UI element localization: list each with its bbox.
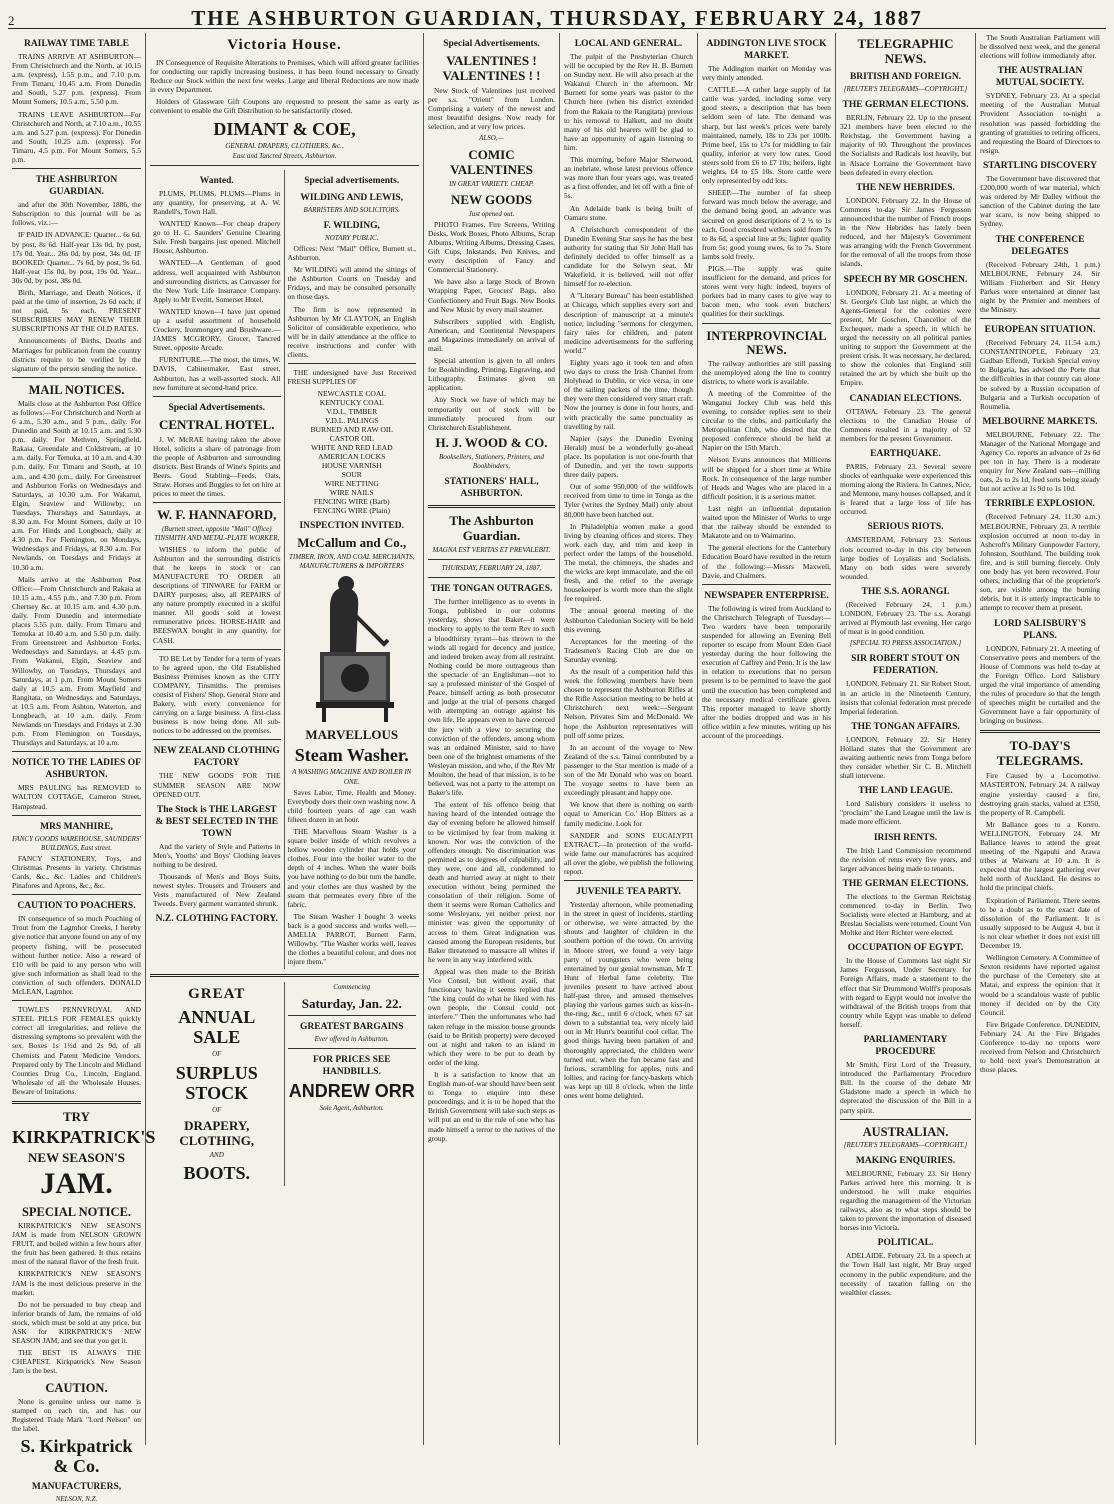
- manhire-text: FANCY STATIONERY, Toys, and Christmas Presents in variety. Christmas Cards, &c., &c. Ladies and Children's Pinafores and Aprons, &c., &c.: [12, 853, 141, 891]
- central-hotel-title: CENTRAL HOTEL.: [158, 416, 275, 432]
- telegram-item: Expiration of Parliament. There seems to be a doubt as to the exact date of dissolution of the Parliament. It is usually supposed to be August 4, but it is not clear whether it does not exist till December 19.: [980, 895, 1100, 951]
- tongan-affairs-text: LONDON, February 22. Sir Henry Holland states that the Government are awaiting authentic news from Tonga before they consider whether Sir C. B. Mitchell shall intervene.: [840, 734, 971, 781]
- salisbury-text: LONDON, February 21. A meeting of Conservative peers and members of the House of Commons was held to-day at the Foreign Office. Lord Salisbury urged the vital importance of amending the rules of procedure so that the length of speeches might be curtailed and the Government have a fair opportunity of bringing on business.: [980, 643, 1100, 726]
- also-label: ALSO,—: [479, 134, 504, 143]
- telegram-item: Wellington Cemetery. A Committee of Sexton residents have reported against the purchase of the Cemetery site at Matai, and express the opinion that it would be a scandalous waste of public money if decided on by the City Council.: [980, 953, 1100, 1017]
- wanted-gentleman: WANTED—A Gentleman of good address, well acquainted with Ashburton and surrounding districts, as Canvasser for the New York Life Insurance Company. Apply to Mr Everitt, Somerset Hotel.: [153, 258, 281, 304]
- stout-kicker: [SPECIAL TO PRESS ASSOCIATION.]: [849, 639, 962, 648]
- wilding-role: NOTARY PUBLIC.: [325, 233, 379, 242]
- list-item: KENTUCKY COAL: [319, 398, 384, 408]
- annual-sale-label: ANNUAL SALE: [178, 1007, 256, 1048]
- comic-valentines-sub: IN GREAT VARIETY. CHEAP.: [449, 179, 534, 188]
- mutual-text: SYDNEY, February 23. At a special meeting of the Australian Mutual Provident Association to-night a resolution was passed forbidding the granting of gratuities to retiring officers, and requesting the Board of Directors to resign.: [980, 91, 1100, 155]
- column-3: [424, 33, 560, 1445]
- local-item: This morning, before Major Sherwood, an inebriate, whose latest previous offence was more than four years ago, was treated as a first offender, and let off with a fine of 5s.: [564, 155, 693, 201]
- special-notice-2: KIRKPATRICK'S NEW SEASON'S JAM is the most delicious preserve in the market.: [12, 1269, 141, 1297]
- poachers-heading: CAUTION TO POACHERS.: [17, 901, 136, 912]
- wilding-sub: BARRISTERS AND SOLICITORS.: [303, 205, 400, 214]
- goschen-heading: SPEECH BY MR GOSCHEN.: [843, 274, 968, 285]
- australian-heading: AUSTRALIAN.: [862, 1124, 949, 1139]
- telegram-item: Mr Ballance goes to a Korero. WELLINGTON, February 24. Mr Ballance leaves to attend the great meeting of the Ngapuhi and Arawa tribes at Waiwaru at 10 a.m. It is expected that the largest gathering ever held north of Auckland. He desires to hold the principal chiefs.: [980, 819, 1100, 893]
- manhire-sub: FANCY GOODS WAREHOUSE, SAUNDERS' BUILDINGS, East street.: [12, 834, 141, 852]
- manhire-heading: MRS MANHIRE,: [40, 821, 113, 832]
- german-elections-text: BERLIN, February 22. Up to the present 321 members have been elected to the Reichstag, the Government having a majority of 60. Throughout the provinces the Socialists and Radicals lost heavily, but in Alsace Lorraine the Government have been defeated in every election.: [840, 113, 971, 177]
- tongan-outrages-heading: THE TONGAN OUTRAGES.: [430, 584, 553, 595]
- new-goods-text-4: Special attention is given to all orders for Bookbinding, Printing, Engraving, and Lithography. Estimates given on application.: [428, 356, 555, 393]
- poachers-text: IN consequence of so much Poaching of Trout from the Lagmhor Creeks, I hereby give notice that anyone found on any of my property fishing, will be prosecuted without further notice. Also a reward of £10 will be paid to any person who will give such information as shall lead to the conviction of such offenders. DONALD McLEAN, Lagmhor.: [12, 914, 141, 996]
- stock-market-text: The Addington market on Monday was very thinly attended.: [702, 64, 831, 83]
- column-2-bottom: [150, 982, 419, 1185]
- list-item: FENCING WIRE (Plain): [313, 506, 391, 516]
- enquiries-text: MELBOURNE, February 23. Sir Henry Parkes arrived here this morning. It is understood he will make enquiries regarding the management of the Victorian railways, also as to what steps should be taken to prevent the importation of diseased horses into Victoria.: [840, 1168, 971, 1233]
- local-item: A "Literary Bureau" has been established at Chicago, which supplies every sort and description of manuscript at a minute's notice, including "sermons for clergymen, fairy tales for children, and patent medicine advertisements for the suffering world.": [564, 291, 693, 355]
- wilding-name: F. WILDING,: [323, 220, 380, 231]
- towle-text: TOWLE'S PENNYROYAL AND STEEL PILLS FOR FEMALES quickly correct all irregularities, and relieve the distressing symptoms so prevalent with the sex. Boxes 1s 1½d and 2s 9d, of all Chemists and Patent Medicine Vendors. Prepared only by The Lincoln and Midland Counties Drug Co., Lincoln, England. Wholesale of all the Wholesale Houses. Beware of Imitations.: [12, 1005, 141, 1096]
- sa-parliament-text: The South Australian Parliament will be dissolved next week, and the general elections will follow immediately after.: [980, 33, 1100, 61]
- list-item: FENCING WIRE (Barb): [313, 497, 390, 507]
- valentines-title: VALENTINES ! VALENTINES ! !: [442, 53, 541, 83]
- of-label: OF: [212, 1050, 222, 1059]
- parliamentary-heading: PARLIAMENTARY PROCEDURE: [863, 1035, 948, 1058]
- list-item: NEWCASTLE COAL: [317, 389, 387, 399]
- aorangi-heading: THE S.S. AORANGI.: [861, 586, 950, 597]
- steam-washer-text-2: THE Marvellous Steam Washer is a square boiler inside of which revolves a hollow wooden cylinder that holds your clothes. Four into the boiler water to the depth of 4 inches. When the water boils you have nothing to do but turn the handle, and your clothes are thus washed by the steam that permeates every fibre of the fabric.: [287, 827, 416, 909]
- wanted-plums: PLUMS, PLUMS, PLUMS—Plums in any quantity, for preserving, at A. W. Randell's, Town Hall.: [153, 188, 281, 216]
- mail-arrive: Mails arrive at the Ashburton Post Office:—From Christchurch and Rakaia at 10.15 a.m., 4.55 p.m., and 7.30 p.m. From Chertsey &c. at 10.15 a.m. and 4.30 p.m. daily. From Dunedin and intermediate places 5.55 p.m. daily. From Timaru and Temuka at 10.40 a.m. and 5.50 p.m. daily. From Greenstreet and Ashburton Forks, Wednesdays and Saturdays, at 4.45 p.m. From Wakanui, Elgin, Seaview and Willowby, on Tuesdays, Thursdays and Saturdays, at 1 p.m. From Mount Somers daily at 10.5 a.m. From Mayfield and Rangitata, on Wednesdays and Saturdays, at 10.5 a.m. From Ashton, Waterton, and Longbeach, at 10 a.m. daily. From Newlands on Tuesdays and Fridays at 2.30 p.m. From Flemington on Tuesdays, Thursdays and Saturdays, at 10 a.m.: [12, 574, 141, 748]
- telegram-item: Fire Brigade Conference. DUNEDIN, February 24. At the Fire Brigades Conference to-day no reports were received from Nelson and Christchurch to hold next year's Demonstration at those places.: [980, 1019, 1100, 1075]
- wilding-text-2: The firm is now represented in Ashburton by Mr CLAYTON, an English Solicitor of considerable experience, who will be in daily attendance at the office to receive instructions and confer with clients.: [287, 304, 416, 359]
- new-hebrides-heading: THE NEW HEBRIDES.: [856, 182, 955, 193]
- telegraphic-kicker: [REUTER'S TELEGRAMS—COPYRIGHT.]: [843, 85, 968, 93]
- furniture-ad: FURNITURE.—The most, the times, W. DAVIS, Cabinetmaker, East street, Ashburton, has a well-assorted stock. All new furniture at second-hand price.: [153, 355, 281, 392]
- railway-heading: RAILWAY TIME TABLE: [23, 39, 130, 49]
- hj-wood-address: STATIONERS' HALL, ASHBURTON.: [444, 477, 539, 499]
- caution-heading: CAUTION.: [45, 1380, 108, 1395]
- andrew-orr: ANDREW ORR: [288, 1080, 415, 1101]
- drapery-label: DRAPERY, CLOTHING,: [179, 1117, 255, 1148]
- special-ads-heading: Special Advertisements.: [168, 402, 266, 413]
- german-elections-heading: THE GERMAN ELECTIONS.: [842, 100, 969, 111]
- column-7: [976, 33, 1104, 1445]
- local-item: As the result of a competition held this week the following members have been chosen to represent the Ashburton Rifles at the Rifle Association meeting to be held at Christchurch next week:—Sergeant Nelson, Privates Sim and McDonald. We hope the Ashburton representatives will pull off some prizes.: [564, 667, 693, 740]
- jam-label: JAM.: [40, 1167, 113, 1200]
- surplus-stock-label: SURPLUS STOCK: [175, 1062, 258, 1103]
- canadian-heading: CANADIAN ELECTIONS.: [849, 393, 962, 404]
- list-item: SOUR: [341, 470, 362, 480]
- local-item: A Christchurch correspondent of the Dunedin Evening Star says he has the best authority for stating that Sir John Hall has definitely decided to offer himself as a candidate for the Selwyn seat. Mr Wakefield, it is believed, will not offer himself for re-election.: [564, 224, 693, 289]
- local-item: An Adelaide bank is being built of Oamaru stone.: [564, 203, 693, 222]
- handbills-label: FOR PRICES SEE HANDBILLS.: [312, 1054, 391, 1077]
- telegram-item: Fire Caused by a Locomotive. MASTERTON, February 24. A railway engine yesterday caused a fire, destroying grain stacks, valued at £350, the property of R. Campbell.: [980, 771, 1100, 817]
- land-league-text: Lord Salisbury considers it useless to "proclaim" the Land League until the law is made more efficient.: [840, 799, 971, 827]
- guardian-notices: Birth, Marriage, and Death Notices, if paid at the time of insertion, 2s 6d each; if not paid, 5s each. PRESENT SUBSCRIBERS MAY RENEW THEIR SUBSCRIPTIONS AT THE OLD RATES.: [12, 287, 141, 334]
- interprovincial-item: The general elections for the Canterbury Education Board have resulted in the return of the following:—Messrs Maxwell, Davie, and Chalmers.: [702, 543, 831, 580]
- german-elections-2-heading: THE GERMAN ELECTIONS.: [842, 878, 969, 889]
- page-number: 2: [8, 13, 15, 28]
- paper-motto: MAGNA EST VERITAS ET PREVALEBIT.: [432, 546, 551, 554]
- steam-washer-title: Steam Washer.: [294, 745, 409, 766]
- australian-kicker: [REUTER'S TELEGRAMS—COPYRIGHT.]: [843, 1140, 968, 1149]
- column-5: [698, 33, 836, 1445]
- list-item: WHITE AND RED LEAD: [310, 443, 393, 453]
- washer-illustration: [292, 574, 412, 724]
- masthead: [8, 6, 1106, 29]
- list-item: CASTOR OIL: [329, 434, 374, 444]
- saturday-date: Saturday, Jan. 22.: [301, 995, 402, 1011]
- column-2: [146, 33, 424, 1445]
- local-item: Acceptances for the meeting of the Tradesmen's Racing Club are due on Saturday evening.: [564, 636, 693, 664]
- local-general-heading: LOCAL AND GENERAL.: [574, 39, 683, 49]
- paper-dateline: THURSDAY, FEBRUARY 24, 1887.: [441, 564, 542, 573]
- local-item: The pulpit of the Presbyterian Church will be occupied by the Rev H. B. Burnett on Sunday next. He will also preach at the Wakanui Church in the afternoon. Mr Burnett for some years was pastor to the Church here (when his district extended from the Rakaia to the Rangitata) previous to his removal to Halkett, and no doubt many of his old hearers will be glad to have an opportunity of again listening to him.: [564, 52, 693, 152]
- of-label-2: OF: [212, 1105, 222, 1114]
- victoria-house-text: IN Consequence of Requisite Alterations to Premises, which will afford greater facilities for conducting our rapidly increasing business, it has been found necessary to Greatly Reduce our Stock within the next few weeks. Large and liberal Reductions are now made in every Department.: [150, 58, 419, 95]
- interprovincial-item: The railway authorities are still passing the unemployed along the line to country districts, to where work is available.: [702, 358, 831, 386]
- new-goods-text-3: Subscribers supplied with English, American, and Continental Newspapers and Magazines immediately on arrival of mail.: [428, 316, 555, 353]
- stout-heading: SIR ROBERT STOUT ON FEDERATION.: [851, 654, 960, 677]
- land-league-heading: THE LAND LEAGUE.: [858, 786, 953, 797]
- guardian-rates: IF PAID IN ADVANCE: Quarter... 6s 6d, by post, 8s 6d. Half-year 13s 0d, by post, 17s 0d. Year... 26s 0d, by post, 34s 0d. IF BOOKED: Quarter... 7s 6d, by post, 9s 6d. Half-year 15s 0d, by post, 19s 0d. Year... 30s 0d, by post, 38s 0d.: [12, 230, 141, 285]
- guardian-heading: THE ASHBURTON GUARDIAN.: [35, 175, 118, 198]
- offered-label: Ever offered in Ashburton.: [314, 1034, 389, 1043]
- stock-pigs: PIGS.—The supply was quite insufficient for the demand, and prices for stores went very high: indeed, buyers of porkers had in many cases to give way to bacon men, who took even butchers' qualities for their sucklings.: [702, 263, 831, 319]
- startling-text: The Government have discovered that £200,000 worth of war material, which was ordered by Mr Dalley without the sanction of the Cabinet during the late war scare, is now being shipped to Sydney.: [980, 173, 1100, 229]
- victoria-house-text-2: Holders of Glassware Gift Coupons are requested to present the same as early as convenient to enable the Gift Distribution to be satisfactorily closed.: [150, 97, 419, 116]
- andrew-orr-sub: Sole Agent, Ashburton.: [319, 1103, 384, 1112]
- caution-text: None is genuine unless our name is stamped on each tin, and has our Registered Trade Mark "Lord Nelson" on the label.: [12, 1396, 141, 1433]
- wilding-office: Offices: Next "Mail" Office, Burnett st., Ashburton.: [287, 243, 416, 263]
- startling-heading: STARTLING DISCOVERY: [983, 160, 1097, 171]
- local-item: In an account of the voyage to New Zealand of the s.s. Tainui contributed by a passenger to the Star mention is made of a son of the Mr Donald who was on board. The voyage seems to have been an exceedingly pleasant and happy one.: [564, 742, 693, 798]
- local-item: Out of some 950,000 of the wildfowls received from time to time in Tonga as the Tyler (writes the Sydney Mail) only about 80,000 have been hatched out.: [564, 482, 693, 519]
- notice-ladies-heading: NOTICE TO THE LADIES OF ASHBURTON.: [12, 758, 141, 781]
- new-goods-title: NEW GOODS: [450, 191, 533, 207]
- parliamentary-text: Mr Smith, First Lord of the Treasury, introduced the Parliamentary Procedure Bill. In the course of the debate Mr Gladstone made a speech in which he deprecated the discussion of the Bill in a party spirit.: [840, 1060, 971, 1115]
- juvenile-tea-heading: JUVENILE TEA PARTY.: [576, 887, 681, 898]
- local-item: Eighty years ago it took ten and often two days to cross the Irish Channel from Holyhead to Dublin, or vice versa, in one of the sailing packets of the time, though they were then considered very smart craft. Now the journey is done in four hours, and with practically the same punctuality as travelling by rail.: [564, 358, 693, 431]
- wanted-drapery: WANTED Known—For cheap drapery go to H. C. Saunders' Genuine Clearing Sale. Fresh bargains just opened. Mitchell House, Ashburton.: [153, 219, 281, 256]
- nz-clothing-text: THE NEW GOODS FOR THE SUMMER SEASON ARE NOW OPENED OUT.: [153, 771, 281, 799]
- nz-clothing-shop: N.Z. CLOTHING FACTORY.: [155, 914, 278, 925]
- hj-wood-title: H. J. WOOD & CO.: [435, 434, 548, 450]
- irish-rents-text: The Irish Land Commission recommend the revision of rents every five years, and larger advances being made to tenants.: [840, 845, 971, 873]
- marvellous-label: MARVELLOUS: [305, 727, 399, 743]
- canadian-text: OTTAWA, February 23. The general elections to the Canadian House of Commons resulted in a majority of 52 members for the present Government.: [840, 406, 971, 443]
- explosion-text: (Received February 24, 11.30 a.m.) MELBOURNE, February 23. A terrible explosion occurred at noon to-day in Ashcroft's Military Gunpowder Factory, Johnston, Southland. The building took fire, and is still burning fiercely. Only one body has yet been recovered. Four others, including that of the proprietor's son, are visible among the burning debris, but it is utterly impracticable to attempt to recover them at present.: [980, 512, 1100, 613]
- special-notice-1: KIRKPATRICK'S NEW SEASON'S JAM is made from NELSON GROWN FRUIT, and boiled within a few hours after the fruit has been gathered. It thus retains most of the natural flavor of the fresh fruit.: [12, 1221, 141, 1267]
- new-goods-text: PHOTO Frames, Fire Screens, Writing Desks, Work Boxes, Photo Albums, Scrap Albums, Writing Albums, Dressing Cases, Gift Cups, Inkstands, Pen Knives, and every description of Fancy and Commercial Stationery.: [428, 219, 555, 275]
- steam-washer-sub: A WASHING MACHINE AND BOILER IN ONE.: [292, 768, 412, 786]
- todays-telegrams-heading: TO-DAY'S TELEGRAMS.: [996, 738, 1084, 769]
- dimant-coe: DIMANT & COE,: [213, 118, 356, 139]
- mccallum-title: McCallum and Co.,: [297, 535, 407, 551]
- inspection-invited: INSPECTION INVITED.: [299, 521, 405, 532]
- newspaper-title: THE ASHBURTON GUARDIAN, THURSDAY, FEBRUARY 24, 1887: [191, 6, 923, 30]
- column-2-split: [150, 170, 419, 970]
- column-2-bottom-right: [285, 982, 420, 1185]
- special-ads-heading-2: Special advertisements.: [304, 175, 400, 186]
- new-goods-sub: Just opened out.: [468, 209, 515, 218]
- tongan-outrages-text-2: The extent of his offence being that having heard of the intended outrage the day of evening before he allowed himself to be victimised by fear from making it known. Nor was the conviction of the offenders enough. No discrimination was permitted as to degrees of culpability, and they were, one and all, condemned to death and hurried away at night to their execution without being permitted the consolation of their religion. Some of them it seems were Roman Catholics and some Wesleyans, yet neither priest nor minister was given the opportunity of access to them. Great indignation was caused among the European residents, but Baker threatened to massacre all whites if he were in any way interfered with.: [428, 800, 555, 964]
- wilding-text: Mr WILDING will attend the sittings of the Ashburton Courts on Tuesday and Fridays, and may be consulted personally on those days.: [287, 265, 416, 302]
- aorangi-text: (Received February 24, 1 p.m.) LONDON, February 23. The s.s. Aorangi arrived at Plymouth last evening. Her cargo of meat is in good condition.: [840, 599, 971, 637]
- mutual-heading: THE AUSTRALIAN MUTUAL SOCIETY.: [995, 66, 1085, 89]
- greatest-bargains: GREATEST BARGAINS: [300, 1021, 404, 1032]
- nz-clothing-heading: NEW ZEALAND CLOTHING FACTORY: [153, 746, 280, 769]
- stock-sheep: SHEEP.—The number of fat sheep forward was much below the average, and the demand being good, an advance was secured on good descriptions of 2 ½ to 1s each. Good crossbred wethers sold from 7s to 8s 6d, a special line at 9s; lighter quality from 5s; good young ewes, 6s to 7s. Store lambs sold freely.: [702, 188, 831, 261]
- railway-departures: TRAINS LEAVE ASHBURTON—For Christchurch and North, at 7.10 a.m., 10.55 a.m. and 5.27 p.m. (express). For Dunedin and South, 10.25 a.m. (express). For Timaru, 4.5 p.m. For Mount Somers, 5.5 p.m.: [12, 109, 141, 165]
- nz-clothing-text-2: And the variety of Style and Patterns in Men's, Youths' and Boys' Clothing leaves nothing to be desired.: [153, 841, 281, 869]
- stock-cattle: CATTLE.—A rather large supply of fat cattle was yarded, including some very good steers, a description that has been seldom seen of late. The demand was sharp, but last week's prices were barely maintained, namely, 18s to 23s per 100lb. Prime beef, 15s to 17s for middling to fair quality, inferior at very low rates. Good steers sold from £6 to £7 10s; heifers, light weights, £4 to £5 10s. Store cattle were only represented by odd lots.: [702, 85, 831, 186]
- list-item: AMERICAN LOCKS: [318, 452, 386, 462]
- list-item: WIRE NETTING: [324, 479, 379, 489]
- sanders-ad: SANDER and SONS EUCALYPTI EXTRACT.—In protection of the world-wide fame our manufactures has acquired all over the globe, we publish the following report.: [564, 830, 693, 876]
- interprovincial-item: Nelson Evans announces that Millicens will be shipped for a short time at White Rock. In consequence of the large number of Heads and Wages who are placed in a difficult position, it is a serious matter.: [702, 455, 831, 501]
- special-notice-heading: SPECIAL NOTICE.: [21, 1205, 132, 1219]
- european-heading: EUROPEAN SITUATION.: [984, 325, 1096, 336]
- valentines-text: New Stock of Valentines just received per s.s. "Orient" from London. Comprising a variety of the newest and most beautiful designs. Now ready for selection, and at very low prices.: [428, 86, 555, 132]
- columns: [8, 33, 1106, 1503]
- mail-close: Mails close at the Ashburton Post Office as follows:—For Christchurch and North at 6 a.m., 5.30 a.m., and 5 p.m., daily. For Dunedin and South at 10.15 a.m. and 5.30 p.m. daily. For Methven, Springfield, Rakaia, Greendale and Coldstream, at 10 a.m. daily. For Temuka, at 10 a.m. and 4.30 p.m. daily. For Timaru and South, at 10 a.m., and 4.30 p.m., daily. For Greenstreet and Ashburton Forks on Wednesdays and Saturdays, at 10.30 a.m. For Wakanui, Elgin, Seaview and Willowby, on Tuesdays, Thursdays and Saturdays, at 8.30 a.m. For Mount Somers, daily at 10 a.m. For Hinds and Longbeach, daily at 4.30 p.m. For Flemington, on Mondays, Wednesdays and Fridays, at 8.30 a.m. For Newlands, on Tuesdays and Fridays at 10.30 a.m.: [12, 398, 141, 572]
- kirkpatrick-place: NELSON, N.Z.: [55, 1494, 98, 1503]
- irish-rents-heading: IRISH RENTS.: [873, 832, 938, 843]
- central-hotel-text: J. W. McRAE having taken the above Hotel, solicits a share of patronage from the people of Ashburton and surrounding districts. Best Brands of Wine's Spirits and Beers. Good Stabling—Feeds, Oats, Straw. Horses and Buggies to let on hire at prices to meet the times.: [153, 434, 281, 499]
- special-notice-3: Do not be persuaded to buy cheap and inferior brands of Jam, the remains of old stock, which must be sold at any price, but ASK for KIRKPATRICK'S NEW SEASON JAM, and see that you get it.: [12, 1299, 141, 1346]
- interprovincial-item: A meeting of the Committee of the Wanganui Jockey Club was held this evening, to consider replies sent to their circular to the clubs, and particularly the Metropolitan Club, who desired that the proposed conference should be held at Napier on the 15th March.: [702, 388, 831, 453]
- tongan-affairs-heading: THE TONGAN AFFAIRS.: [851, 721, 960, 732]
- hj-wood-sub: Booksellers, Stationers, Printers, and Bookbinders,: [439, 452, 544, 470]
- and-label: AND: [209, 1150, 224, 1159]
- column-1: [8, 33, 156, 1503]
- conference-heading: THE CONFERENCE DELEGATES: [995, 234, 1085, 257]
- mccallum-sub: TIMBER, IRON, AND COAL MERCHANTS, MANUFACTURERS & IMPORTERS: [288, 553, 415, 571]
- hannaford-title: W. F. HANNAFORD,: [157, 507, 277, 523]
- enquiries-heading: MAKING ENQUIRIES.: [855, 1155, 956, 1166]
- list-item: V.D.L. TIMBER: [326, 407, 378, 417]
- list-item: BURNED AND RAW OIL: [310, 425, 394, 435]
- telegraphic-heading: TELEGRAPHIC NEWS.: [857, 36, 954, 66]
- wanted-crockery: WANTED known—I have just opened up a useful assortment of household Crockery, Ironmongery and Brushware.—JAMES MCGRORY, Grocer, Tancred Street, opposite Arcade.: [153, 306, 281, 353]
- egypt-text: In the House of Commons last night Sir James Fergusson, Under Secretary for Foreign Affairs, made a statement to the effect that Sir Drummond Wolff's proposals with regard to Egypt would not involve the withdrawal of the British troops from that country while Egypt was unable to defend herself.: [840, 956, 971, 1029]
- dimant-sub: GENERAL DRAPERS, CLOTHIERS, &c.,: [225, 141, 344, 150]
- stout-text: LONDON, February 21. Sir Robert Stout, in an article in the Nineteenth Century, insists that colonial federation must precede Imperial federation.: [840, 679, 971, 716]
- nz-clothing-stock: The Stock is THE LARGEST & BEST SELECTED IN THE TOWN: [155, 804, 279, 839]
- salisbury-heading: LORD SALISBURY'S PLANS.: [994, 618, 1086, 641]
- railway-arrivals: TRAINS ARRIVE AT ASHBURTON—From Christchurch and the North, at 10.15 a.m. (express), 1.55 p.m., and 7.10 p.m. From Timaru, 10.45 a.m. From Dunedin and South, 5.27 p.m. (express). From Mount Somers, 10.5 a.m., 5.50 p.m.: [12, 52, 141, 107]
- riots-heading: SERIOUS RIOTS.: [867, 522, 944, 533]
- mail-heading: MAIL NOTICES.: [28, 382, 125, 397]
- wanted-heading: Wanted.: [199, 175, 234, 186]
- kirkpatrick-manufacturers: MANUFACTURERS,: [31, 1481, 122, 1492]
- hannaford-text: WISHES to inform the public of Ashburton and the surrounding districts that he keeps in stock or can MANUFACTURE TO ORDER all descriptions of TINWARE for FARM or DAIRY purposes; also, all REPAIRS of any nature promptly executed in a skilful manner. All goods sold at lowest remunerative prices. HORSE-HAIR and BEESWAX bought in any quantity, for CASH.: [153, 544, 281, 645]
- nz-clothing-text-3: Thousands of Men's and Boys Suits, newest styles. Trousers and Trousers and Vests manufactured of New Zealand Tweeds. Every garment warranted shrunk.: [153, 872, 281, 909]
- supplies-list: [288, 389, 417, 515]
- local-item: In Philadelphia women make a good living by cleaning offices and stores. They work each day, and trim and keep in perfect order the lamps of the household. The metal, the chimneys, the shades and the wicks are kept immaculate, and the oil fresh, and the relief to the average housekeeper is worth more than the slight fee required.: [564, 521, 693, 604]
- steam-washer-text-3: The Steam Washer I bought 3 weeks back is a good success and works well.—AMELIA PARROT, Burnett Farm, Willowby. "The Washer works well, leaves the clothes a beautiful colour, and does not injure them.": [287, 911, 416, 967]
- wilding-lewis: WILDING AND LEWIS,: [300, 192, 404, 203]
- egypt-heading: OCCUPATION OF EGYPT.: [847, 943, 964, 954]
- interprovincial-item: Last night an influential deputation waited upon the Minister of Works to urge that the railway should be extended to Makatote and on to Waimarino.: [702, 503, 831, 541]
- explosion-heading: TERRIBLE EXPLOSION.: [985, 499, 1095, 510]
- guardian-verify: Announcements of Births, Deaths and Marriages for publication from the country districts require to be verified by the signature of the person sending the notice.: [12, 336, 141, 373]
- column-4: [560, 33, 698, 1445]
- goschen-text: LONDON, February 21. At a meeting of St. George's Club last night, at which the Agents-General for the colonies were present, Mr Goschen, Chancellor of the Exchequer, made a speech, in which he urged the necessity on all political parties uniting to support the Government at the present crisis. It was necessary, he declared, to show the colonies that England still retained the art by which she built up the Empire.: [840, 287, 971, 388]
- german-elections-2-text: The elections to the German Reichstag commenced to-day in Berlin. Two Socialists were elected at Hamburg, and at Breslau Socialists were returned. Count Von Moltke and Herr Richter were elected.: [840, 891, 971, 938]
- melbourne-markets-text: MELBOURNE, February 22. The Manager of the National Mortgage and Agency Co. reports an advance of 2s 6d per ton in hay. There is a moderate enquiry for New Zealand oats—milling oats, 2s to 2s 1d, feed sorts being steady but not active at 1s 9d to 1s 10d.: [980, 429, 1100, 494]
- victoria-house-title: Victoria House.: [227, 37, 342, 53]
- great-label: GREAT: [188, 986, 246, 1003]
- local-item: We know that there is nothing on earth equal to American Co.' Hop Bitters as a family medicine. Look for: [564, 800, 693, 828]
- list-item: V.D.L. PALINGS: [324, 416, 379, 426]
- list-item: HOUSE VARNISH: [321, 461, 382, 471]
- juvenile-tea-text: Yesterday afternoon, while promenading in the street in quest of incidents, startling or otherwise, we were attracted by the shouts and laughter of children in the southern portion of the town. On arriving in Moore street, we found a very large party of youngsters who were being entertained by our genial townsman, Mr T. Hunt of Herbal fame celebrity. The juveniles present to have arrived about half-past three, and amused themselves playing the various games such as kiss-in-the-ring, &c., until 6 o'clock, when 67 sat down to a substantial tea, very nicely laid out in Mr Hunt's beautiful cool cellar. The good things having been partaken of and thoroughly appreciated, the children were turned out, when the fun became fast and furious, scrambling for apples, nuts and lollies, and racing for fancy-baskets which was kept up till 8 o'clock, when the little ones went home delighted.: [564, 900, 693, 1101]
- boots-label: BOOTS.: [183, 1162, 251, 1183]
- special-notice-4: THE BEST IS ALWAYS THE CHEAPEST. Kirkpatrick's New Season Jam is the best.: [12, 1348, 141, 1376]
- telegraphic-sub: BRITISH AND FOREIGN.: [849, 72, 962, 82]
- stock-market-heading: ADDINGTON LIVE STOCK MARKET.: [706, 39, 827, 61]
- local-item: Napier (says the Dunedin Evening Herald) must be a wonderfully go-ahead place. Its population is not one-fourth that of Dunedin, and yet the town supports three daily papers.: [564, 433, 693, 480]
- column-6: [836, 33, 976, 1445]
- comic-valentines: COMIC VALENTINES: [450, 146, 533, 177]
- hannaford-sub: (Burnett street, opposite "Mail" Office) TINSMITH AND METAL-PLATE WORKER,: [154, 525, 280, 543]
- local-item: The annual general meeting of the Ashburton Caledonian Society will be held this evening.: [564, 606, 693, 634]
- steam-washer-text: Saves Labor, Time, Health and Money. Everybody does their own washing now. A child fourteen years of age can wash fifteen dozen in an hour.: [287, 787, 416, 824]
- conference-text: (Received February 24th, 1 p.m.) MELBOURNE, February 24. Sir William Fitzherbert and Sir Henry Parkes were entertained at dinner last night by the Premier and members of the Ministry.: [980, 259, 1100, 314]
- european-text: (Received February 24, 11.54 a.m.) CONSTANTINOPLE, February 23. Gadban Effendi, Turkish Special envoy to Bulgaria, has advised the Porte that the difficulties in that country can alone be solved by a Russian occupation of Bulgaria and a Turkish occupation of Roumelia.: [980, 338, 1100, 411]
- earthquake-text: PARIS, February 23. Several severe shocks of earthquake were experienced this morning along the Riviera. In Cannes, Nice, and Mentone, many houses collapsed, and it is feared that a large loss of life has occurred.: [840, 461, 971, 517]
- newspaper-enterprise-heading: NEWSPAPER ENTERPRISE.: [704, 590, 829, 601]
- interprovincial-heading: INTERPROVINCIAL NEWS.: [706, 328, 827, 357]
- melbourne-markets-heading: MELBOURNE MARKETS.: [982, 416, 1098, 427]
- guardian-text: and after the 30th November, 1886, the Subscription to this journal will be as follows, viz.:—: [12, 200, 141, 228]
- new-goods-text-5: Any Stock we have of which may be temporarily out of stock will be immediately procured from our Christchurch Establishment.: [428, 395, 555, 432]
- kirkpatrick-label: KIRKPATRICK'S: [12, 1127, 156, 1147]
- column-2-right: [285, 170, 420, 970]
- tongan-outrages-text-4: It is a satisfaction to know that an English man-of-war should have been sent to Tonga to enquire into these proceedings, and it is to be hoped that the British Government will take such steps as will put an end to the rule of one who has made himself a terror to the natives of the group.: [428, 1069, 555, 1143]
- political-text: ADELAIDE, February 23. In a speech at the Town Hall last night, Mr Bray urged economy in the public expenditure, and the necessity of taxation falling on the wealthier classes.: [840, 1251, 971, 1297]
- newspaper-enterprise-text: The following is wired from Auckland to the Christchurch Telegraph of Tuesday:—Two warders have been temporarily suspended for allowing an Evening Bell reporter to escape from Mount Eden Gaol yesterday during the hour following the execution of Caffrey and Penn. It is the law in relation to executions that no person present is to be permitted to leave the gaol until the execution has been completed and the necessary medical certificate given. This reporter managed to leave shortly after the bodies dropped and was in his office within a few minutes, writing up his account of the proceedings.: [702, 603, 831, 740]
- new-hebrides-text: LONDON, February 22. In the House of Commons to-day Sir James Fergusson announced that the number of French troops in the New Hebrides has lately been reduced, and her Majesty's Government was arranging with the French Government for the removal of all the troops from those islands.: [840, 195, 971, 269]
- to-let-text: TO BE Let by Tender for a term of years to be agreed upon, the Old Established Business Premises known as the CITY COMPANY, Tinsmiths. The premises consist of Fishers' Shop, General Store and Bakery, with every convenience for carrying on a large business. A first-class business is now being done. All sub-notices to be addressed on the premises.: [153, 653, 281, 736]
- kirkpatrick-firm: S. Kirkpatrick & Co.: [20, 1435, 133, 1476]
- new-goods-text-2: We have also a large Stock of Brown Wrapping Paper, Grocers' Bags, also Confectionery and Fruit Bags. New Books and New Music by every mail steamer.: [428, 277, 555, 314]
- undersigned-text: THE undersigned have Just Received FRESH SUPPLIES OF: [287, 368, 416, 387]
- tongan-outrages-text: The further intelligence as to events in Tonga, published in our columns yesterday, shows that Baker—it were mockery to apply to the term Rev to such a bloodthirsty tyrant—has thrown to the winds all regard for decency and justice, and indeed broken away from all restraint. Nothing could be more outrageous than the spectacle of an Englishman—not to say a professed minister of the Gospel of Peace, himself acting as both prosecutor and judge at the trial of persons charged with attempting an outrage against his own life. He appears even to have coerced the jury with a view to securing the conviction of the offenders, among whom was an ordained Minister, said to have been one of the brightest ornaments of the Wesleyan mission, and who, if the Rev Mr Moulton, the head of that mission, is to be believed, was not a party to the attempt on Baker's life.: [428, 597, 555, 798]
- political-heading: POLITICAL.: [877, 1238, 934, 1249]
- riots-text: AMSTERDAM, February 23. Serious riots occurred to-day in this city between large bodies of Loyalists and Socialists. Many on both sides were severely wounded.: [840, 535, 971, 581]
- try-label: TRY: [63, 1109, 90, 1124]
- notice-ladies-text: MRS PAULING has REMOVED to WALTON COTTAGE, Cameron Street, Hampstead.: [12, 783, 141, 811]
- column-2-left: [150, 170, 285, 970]
- new-season-label: NEW SEASON'S: [28, 1150, 125, 1165]
- dimant-address: East and Tancred Streets, Ashburton.: [232, 151, 337, 160]
- earthquake-heading: EARTHQUAKE.: [870, 448, 941, 459]
- tongan-outrages-text-3: Appeal was then made to the British Vice Consul, but without avail, that functionary having it seems replied that "the king could do what he liked with his own people, the Consul could not interfere." Then the unfortunates who had taken refuge in the mission house grounds (said to be British property) were decoyed out at night and taken to an island in which they were to be put to death by order of the king.: [428, 966, 555, 1067]
- list-item: WIRE NAILS: [329, 488, 374, 498]
- special-ads-heading-3: Special Advertisements.: [443, 39, 540, 49]
- paper-nameplate: The Ashburton Guardian.: [449, 513, 534, 543]
- commencing-label: Commencing: [333, 983, 371, 992]
- column-2-bottom-left: [150, 982, 285, 1185]
